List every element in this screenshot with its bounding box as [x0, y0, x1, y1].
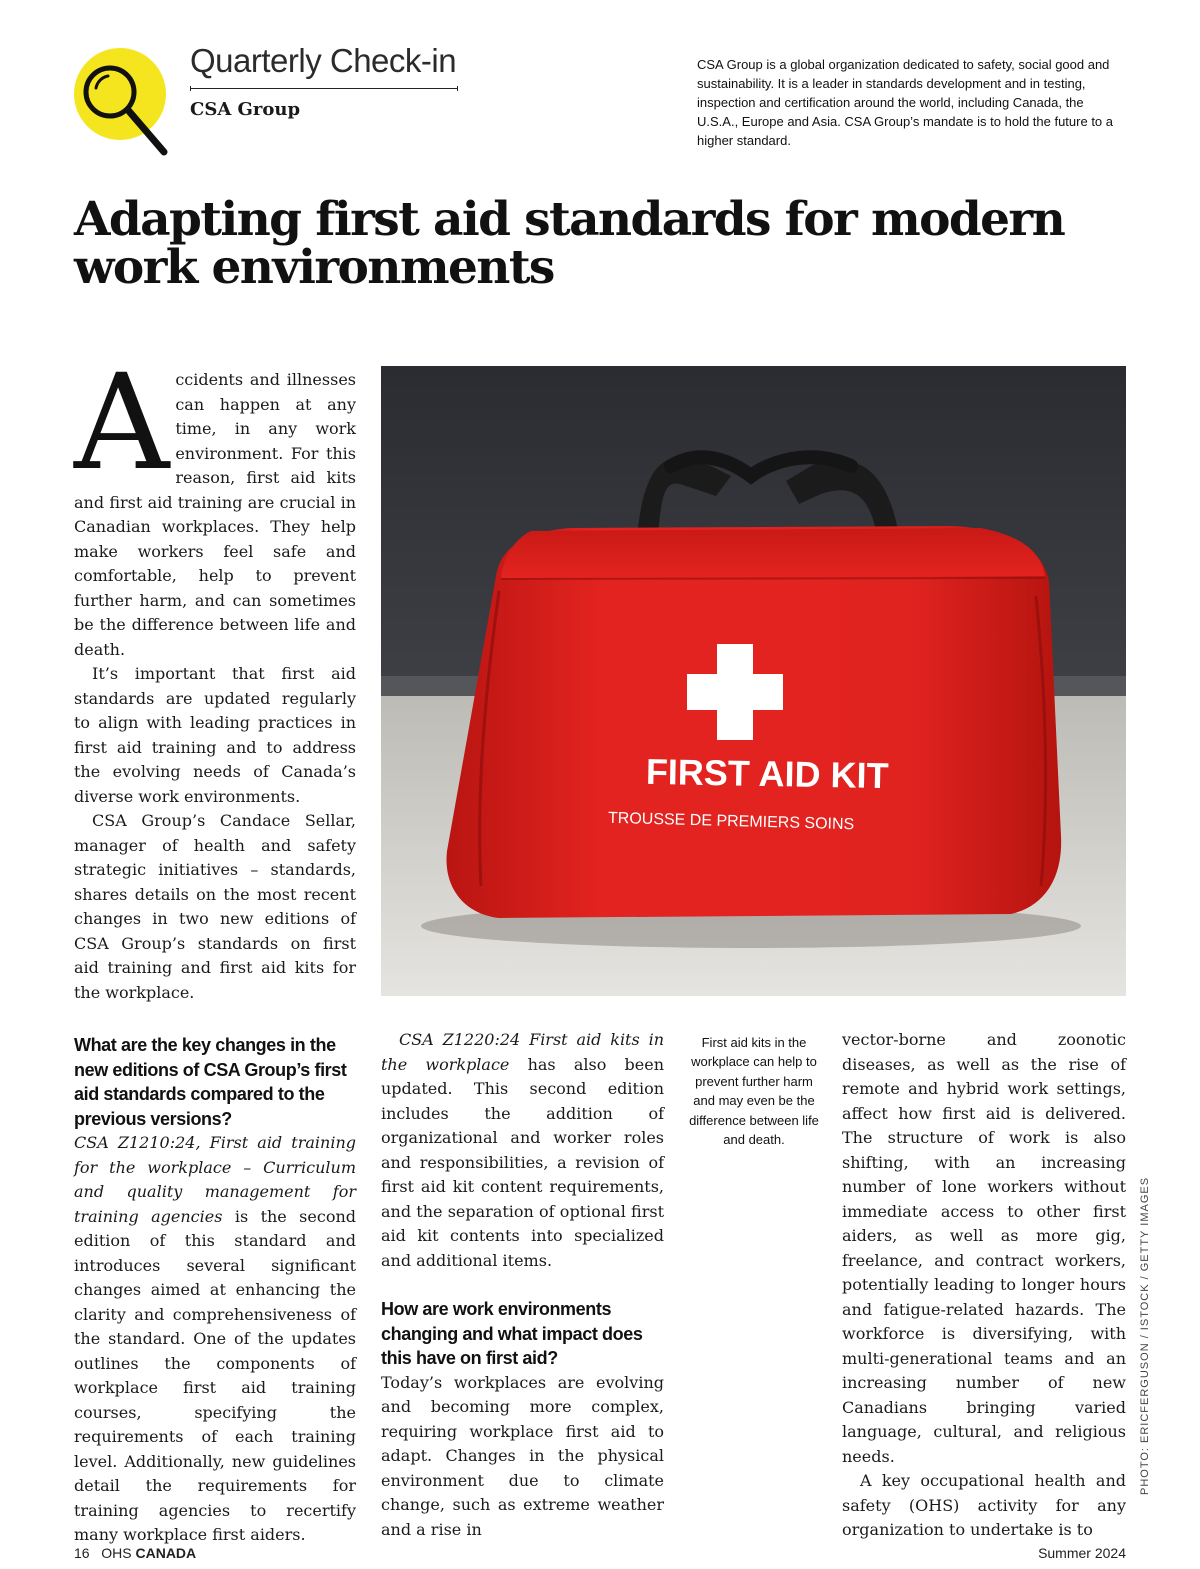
answer-1-text: is the second edition of this standard and introduces several significant changes aimed at enhancing the clarity and comprehensiveness of the standard. One of the updates outlines the components of workplace first aid training courses, specifying the requirements of each training level. Additionally, new guidelines detail the requirements for training agencies to recertify many workplace first aiders.	[74, 1206, 356, 1544]
answer-2-paragraph	[381, 1028, 664, 1273]
photo-caption: First aid kits in the workplace can help to prevent further harm and may even be the difference between life and death.	[689, 1035, 819, 1148]
standard-z1210-title: CSA Z1210:24, First aid training for the workplace – Curriculum and quality management for training agencies	[74, 1133, 356, 1226]
photo-credit: PHOTO: ERICFERGUSON / ISTOCK / GETTY IMAGES	[1139, 1176, 1151, 1495]
answer-2-text: has also been updated. This second edition includes the addition of organizational and worker roles and responsibilities, a revision of first aid kit content requirements, and the separation of optional first aid kit contents into specialized and additional items.	[381, 1054, 664, 1270]
standard-z1220-title: CSA Z1220:24 First aid kits in the workplace	[381, 1030, 664, 1074]
page-number: 16	[74, 1545, 90, 1561]
paragraph-2: It’s important that first aid standards are updated regularly to align with leading practices in first aid training and to address the evolving needs of Canada’s diverse work environments.	[74, 664, 356, 806]
answer-3-paragraph-start: Today’s workplaces are evolving and becoming more complex, requiring workplace first aid to adapt. Changes in the physical environment due to climate change, such as extreme weather and a rise in	[381, 1372, 664, 1539]
section-label: Quarterly Check-in	[190, 42, 457, 79]
article-title: Adapting first aid standards for modern work environments	[74, 192, 1065, 295]
question-1-heading: What are the key changes in the new editions of CSA Group’s first aid standards compared to the previous versions?	[74, 1035, 347, 1129]
kit-label: FIRST AID KIT	[645, 750, 889, 797]
column-1	[74, 346, 356, 1548]
first-aid-kit-photo	[381, 366, 1126, 996]
about-blurb: CSA Group is a global organization dedicated to safety, social good and sustainability. It is a leader in standards development and in testing, inspection and certification around the world, including Canada, the U.S.A., Europe and Asia. CSA Group’s mandate is to hold the future to a higher standard.	[697, 57, 1114, 148]
magazine-name: CANADA	[135, 1545, 197, 1561]
magnifying-glass-icon	[74, 48, 178, 162]
answer-1-paragraph	[74, 1131, 356, 1548]
column-2	[381, 1028, 664, 1542]
question-2-heading: How are work environments changing and what impact does this have on first aid?	[381, 1299, 643, 1368]
kit-sublabel: TROUSSE DE PREMIERS SOINS	[607, 809, 855, 834]
intro-paragraph: ccidents and illnesses can happen at any time, in any work environment. For this reason, first aid kits and first aid training are crucial in Canadian workplaces. They help make workers feel safe and comfortable, help to prevent further harm, and can sometimes be the difference between life and death.	[74, 370, 356, 659]
answer-3-paragraph-continued: vector-borne and zoonotic diseases, as well as the rise of remote and hybrid work settings, affect how first aid is delivered. The structure of work is also shifting, with an increasing number of lone workers without immediate access to other first aiders, as well as more gig, freelance, and contract workers, potentially leading to longer hours and fatigue-related hazards. The workforce is diversifying, with multi-generational teams and an increasing number of new Canadians bringing varied language, cultural, and religious needs.	[842, 1030, 1126, 1466]
footer-left	[74, 1545, 196, 1561]
drop-cap: A	[74, 346, 170, 500]
answer-4-paragraph: A key occupational health and safety (OHS) activity for any organization to undertake is to	[842, 1471, 1126, 1539]
brand-name: CSA Group	[190, 99, 301, 120]
header-divider	[190, 88, 458, 89]
paragraph-3: CSA Group’s Candace Sellar, manager of health and safety strategic initiatives – standards, shares details on the most recent changes in two new editions of CSA Group’s standards on first aid training and first aid kits for the workplace.	[74, 811, 356, 1002]
column-3	[842, 1028, 1126, 1543]
magazine-prefix: OHS	[101, 1545, 132, 1561]
issue-date: Summer 2024	[1038, 1545, 1126, 1561]
